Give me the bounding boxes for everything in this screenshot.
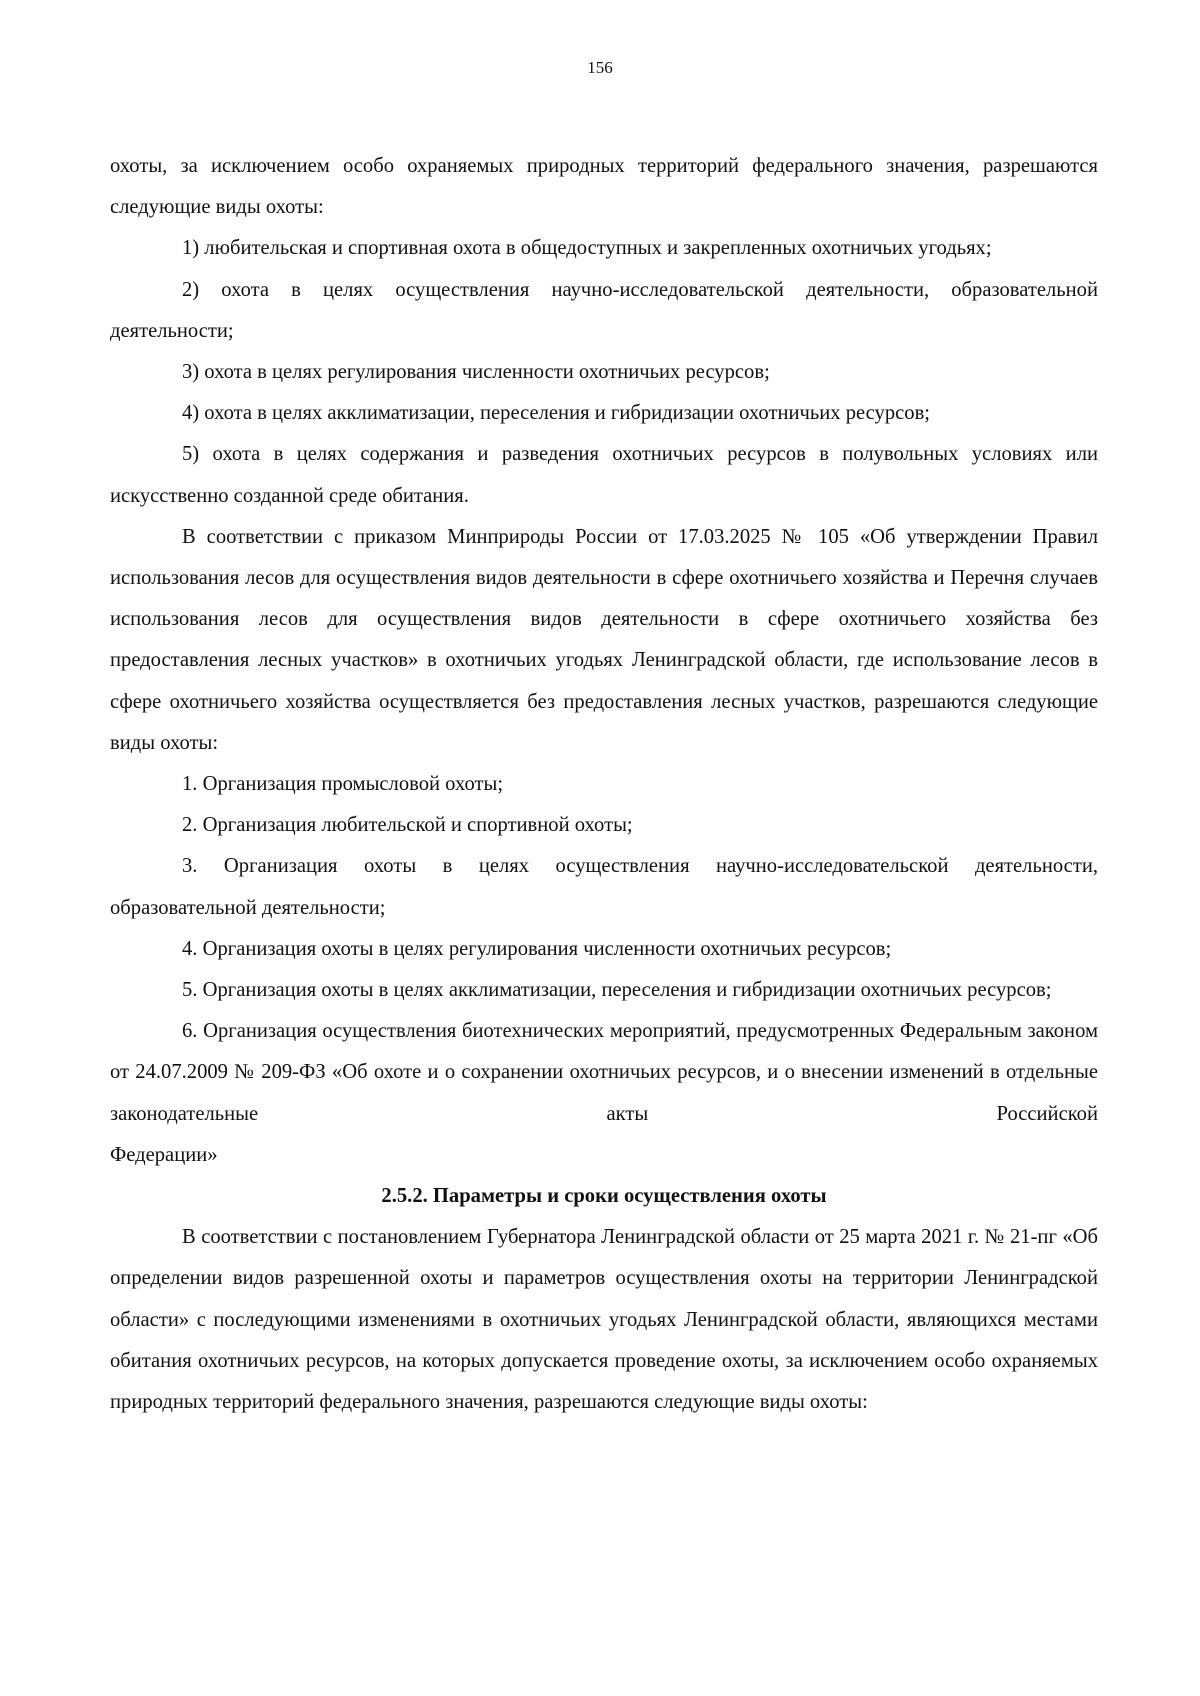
numbered-item-4: 4. Организация охоты в целях регулирования численности охотничьих ресурсов;	[182, 937, 892, 960]
paragraph-governor-decree: В соответствии с постановлением Губернатора Ленинградской области от 25 марта 2021 г. № 21-пг «Об определении видов разрешенной охоты и параметров осуществления охоты на территории Ленинградской области» с последующими изменениями в охотничьих угодьях Ленинградской области, являющихся местами обитания охотничьих ресурсов, на которых допускается проведение охоты, за исключением особо охраняемых природных территорий федерального значения, разрешаются следующие виды охоты:	[110, 1226, 1098, 1414]
list-item-3: 3) охота в целях регулирования численности охотничьих ресурсов;	[182, 361, 770, 384]
paragraph-continuation: охоты, за исключением особо охраняемых природных территорий федерального значения, разрешаются следующие виды охоты:	[110, 155, 1098, 219]
document-body	[110, 146, 1098, 1423]
numbered-item-6: 6. Организация осуществления биотехнических мероприятий, предусмотренных Федеральным законом от 24.07.2009 № 209-ФЗ «Об охоте и о сохранении охотничьих ресурсов, и о внесении изменений в отдельные законодательные акты Российской	[110, 1020, 1098, 1125]
list-item-1: 1) любительская и спортивная охота в общедоступных и закрепленных охотничьих угодьях;	[182, 237, 992, 260]
page-number: 156	[587, 58, 613, 77]
paragraph-order-minprirody: В соответствии с приказом Минприроды России от 17.03.2025 № 105 «Об утверждении Правил использования лесов для осуществления видов деятельности в сфере охотничьего хозяйства и Перечня случаев использования лесов для осуществления видов деятельности в сфере охотничьего хозяйства без предоставления лесных участков» в охотничьих угодьях Ленинградской области, где использование лесов в сфере охотничьего хозяйства осуществляется без предоставления лесных участков, разрешаются следующие виды охоты:	[110, 525, 1098, 754]
numbered-item-1: 1. Организация промысловой охоты;	[182, 773, 504, 796]
list-item-2: 2) охота в целях осуществления научно-исследовательской деятельности, образовательной деятельности;	[110, 278, 1098, 342]
numbered-item-3: 3. Организация охоты в целях осуществления научно-исследовательской деятельности, образовательной деятельности;	[110, 855, 1098, 919]
list-item-5: 5) охота в целях содержания и разведения охотничьих ресурсов в полувольных условиях или искусственно созданной среде обитания.	[110, 443, 1098, 507]
numbered-item-5: 5. Организация охоты в целях акклиматизации, переселения и гибридизации охотничьих ресурсов;	[182, 979, 1052, 1002]
section-heading: 2.5.2. Параметры и сроки осуществления охоты	[381, 1185, 827, 1208]
numbered-item-6-end: Федерации»	[110, 1143, 218, 1166]
list-item-4: 4) охота в целях акклиматизации, переселения и гибридизации охотничьих ресурсов;	[182, 402, 931, 425]
numbered-item-2: 2. Организация любительской и спортивной охоты;	[182, 814, 633, 837]
